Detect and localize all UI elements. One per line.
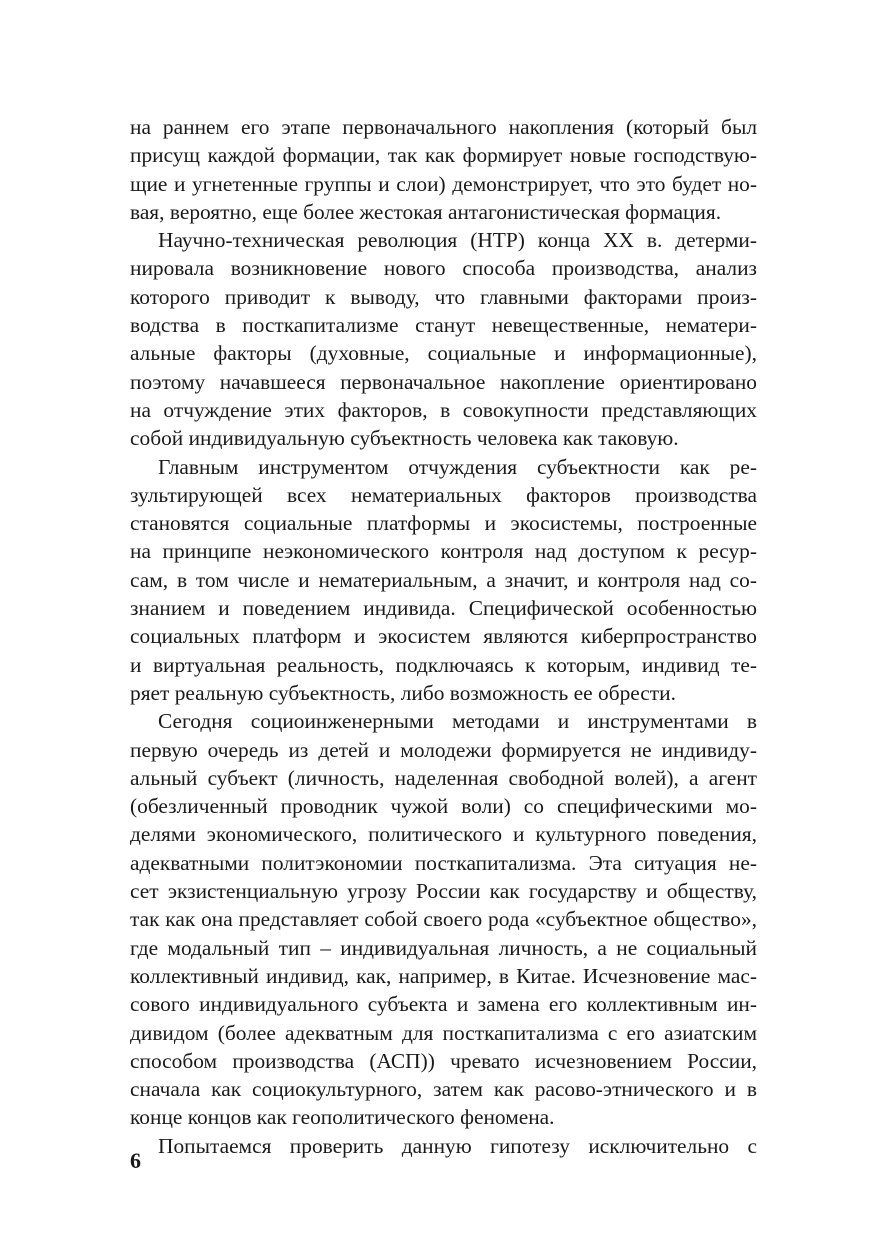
paragraph — [130, 1132, 757, 1160]
text-line: Сегодня социоинженерными методами и инструментами в — [158, 709, 757, 734]
text-line: так как она представляет собой своего рода «субъектное общество», — [130, 907, 757, 932]
body-text — [130, 113, 757, 1160]
text-line: зультирующей всех нематериальных факторов производства — [130, 482, 757, 507]
text-line: сового индивидуального субъекта и замена его коллективным ин- — [130, 992, 757, 1017]
text-line: водства в посткапитализме станут невещественные, нематери- — [130, 313, 757, 338]
paragraph — [130, 226, 757, 452]
text-line: и виртуальная реальность, подключаясь к которым, индивид те- — [130, 652, 757, 677]
text-line: где модальный тип – индивидуальная личность, а не социальный — [130, 935, 757, 960]
text-line: (обезличенный проводник чужой воли) со специфическими мо- — [130, 794, 757, 819]
page-number: 6 — [130, 1148, 141, 1173]
text-line: поэтому начавшееся первоначальное накопление ориентировано — [130, 369, 757, 394]
text-line: Попытаемся проверить данную гипотезу исключительно с — [158, 1133, 757, 1158]
text-line: альный субъект (личность, наделенная свободной волей), а агент — [130, 765, 757, 790]
text-line: которого приводит к выводу, что главными факторами произ- — [130, 284, 757, 309]
paragraph — [130, 707, 757, 1131]
paragraph — [130, 113, 757, 226]
text-line: собой индивидуальную субъектность человека как таковую. — [130, 426, 679, 451]
text-line: социальных платформ и экосистем являются киберпространство — [130, 624, 757, 649]
text-line: ряет реальную субъектность, либо возможность ее обрести. — [130, 680, 676, 705]
text-line: щие и угнетенные группы и слои) демонстрирует, что это будет но- — [130, 171, 757, 196]
text-line: на раннем его этапе первоначального накопления (который был — [130, 115, 757, 139]
text-line: способом производства (АСП)) чревато исчезновением России, — [130, 1048, 757, 1073]
text-line: конце концов как геополитического феномена. — [130, 1105, 555, 1130]
text-line: дивидом (более адекватным для посткапитализма с его азиатским — [130, 1020, 757, 1045]
text-line: на отчуждение этих факторов, в совокупности представляющих — [130, 397, 757, 422]
text-line: становятся социальные платформы и экосистемы, построенные — [130, 511, 757, 536]
text-line: сначала как социокультурного, затем как расово-этнического и в — [130, 1077, 757, 1102]
text-line: альные факторы (духовные, социальные и информационные), — [130, 341, 757, 366]
text-line: сет экзистенциальную угрозу России как государству и обществу, — [130, 879, 757, 904]
text-line: вая, вероятно, еще более жестокая антагонистическая формация. — [130, 199, 722, 224]
text-line: коллективный индивид, как, например, в Китае. Исчезновение мас- — [130, 963, 757, 988]
paragraph — [130, 453, 757, 708]
text-line: присущ каждой формации, так как формирует новые господствую- — [130, 143, 757, 168]
text-line: нировала возникновение нового способа производства, анализ — [130, 256, 757, 281]
text-line: сам, в том числе и нематериальным, а значит, и контроля над со- — [130, 567, 757, 592]
text-line: Главным инструментом отчуждения субъектности как ре- — [158, 454, 757, 479]
text-line: делями экономического, политического и культурного поведения, — [130, 822, 757, 847]
text-line: адекватными политэкономии посткапитализма. Эта ситуация не- — [130, 850, 757, 875]
text-line: Научно-техническая революция (НТР) конца XX в. детерми- — [158, 228, 757, 253]
text-line: первую очередь из детей и молодежи формируется не индивиду- — [130, 737, 757, 762]
text-line: на принципе неэкономического контроля над доступом к ресур- — [130, 539, 757, 564]
text-line: знанием и поведением индивида. Специфической особенностью — [130, 596, 757, 621]
